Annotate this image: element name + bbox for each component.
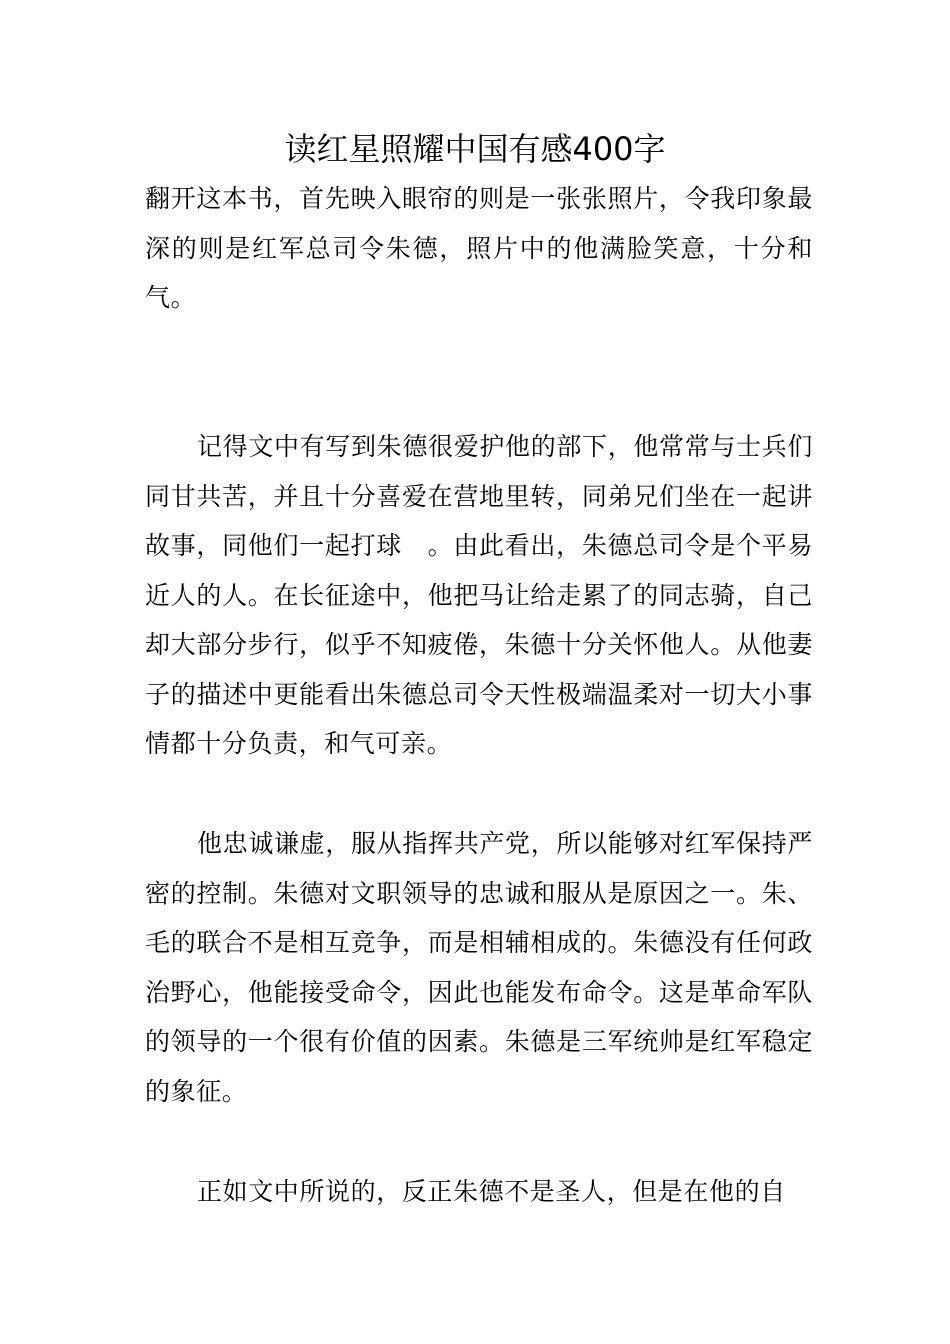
- paragraph-2: 记得文中有写到朱德很爱护他的部下，他常常与士兵们同甘共苦，并且十分喜爱在营地里转，同弟兄们坐在一起讲故事，同他们一起打球 。由此看出，朱德总司令是个平易近人的人。在长征途中，他把马让给走累了的同志骑，自己却大部分步行，似乎不知疲倦，朱德十分关怀他人。从他妻子的描述中更能看出朱德总司令天性极端温柔对一切大小事情都十分负责，和气可亲。: [145, 432, 813, 758]
- document-title: 读红星照耀中国有感400字: [284, 130, 666, 168]
- paragraph-1: 翻开这本书，首先映入眼帘的则是一张张照片，令我印象最深的则是红军总司令朱德，照片中的他满脸笑意，十分和气。: [145, 184, 813, 312]
- paragraph-3: 他忠诚谦虚，服从指挥共产党，所以能够对红军保持严密的控制。朱德对文职领导的忠诚和服从是原因之一。朱、毛的联合不是相互竞争，而是相辅相成的。朱德没有任何政治野心，他能接受命令，因此也能发布命令。这是革命军队的领导的一个很有价值的因素。朱德是三军统帅是红军稳定的象征。: [145, 829, 813, 1106]
- paragraph-4: 正如文中所说的，反正朱德不是圣人，但是在他的自: [197, 1177, 786, 1206]
